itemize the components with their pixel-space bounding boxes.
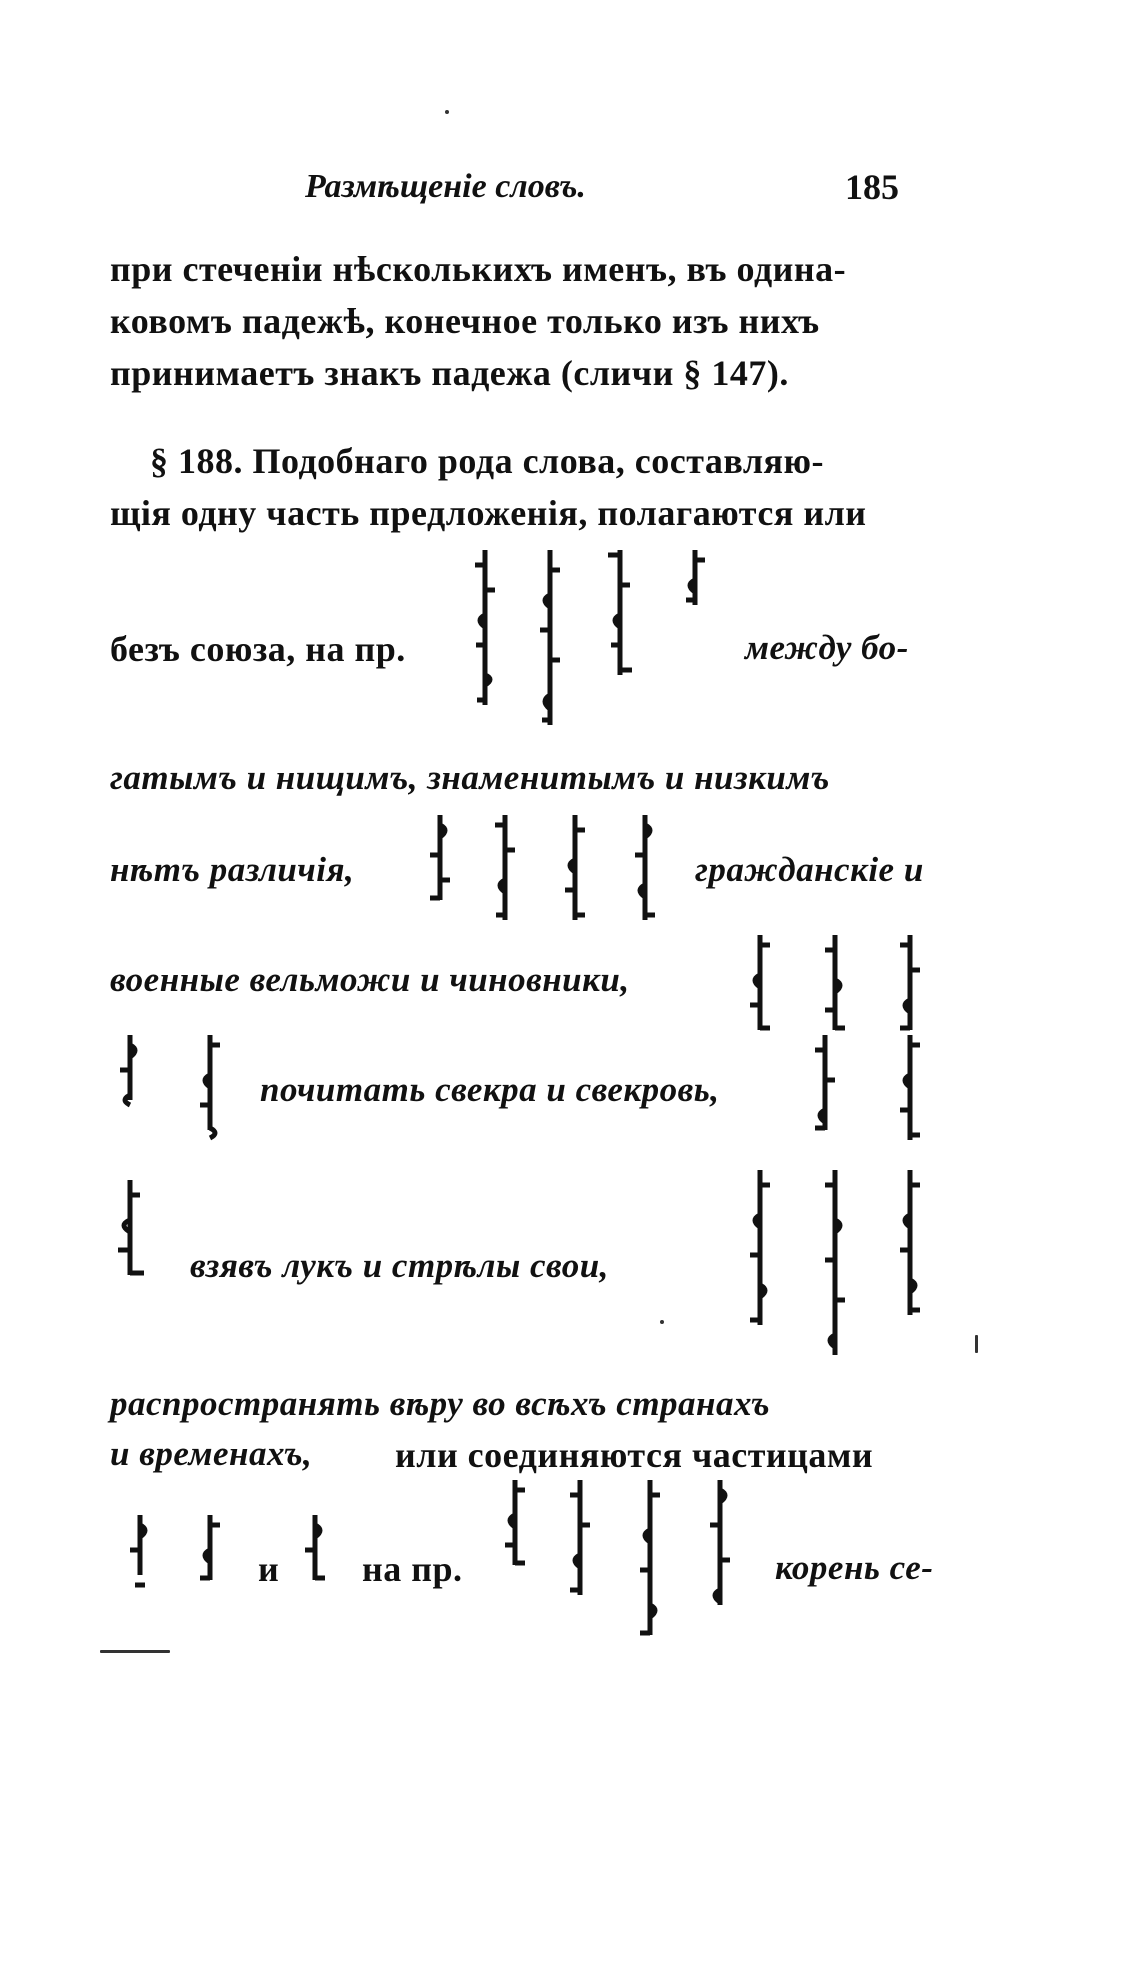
- manchu-script-column: [745, 1165, 775, 1339]
- manchu-script-column: [680, 545, 710, 619]
- manchu-script-column: [565, 1475, 595, 1609]
- page-number: 185: [845, 167, 899, 207]
- text-line-1: при стеченіи нѣсколькихъ именъ, въ одина-: [110, 249, 847, 289]
- manchu-script-column: [820, 1165, 850, 1369]
- manchu-script-column: [470, 545, 500, 719]
- text-line-13b: или соединяются частицами: [395, 1435, 874, 1475]
- manchu-script-column: [425, 810, 455, 914]
- text-line-2: ковомъ падежѣ, конечное только изъ нихъ: [110, 301, 820, 341]
- text-line-7: гатымъ и нищимъ, знаменитымъ и низкимъ: [110, 758, 830, 797]
- scan-speck: [975, 1335, 978, 1353]
- text-line-13a: и временахъ,: [110, 1434, 313, 1473]
- text-line-9: военные вельможи и чиновники,: [110, 960, 630, 999]
- text-line-6b: между бо-: [745, 628, 909, 667]
- scan-speck: [445, 110, 449, 114]
- paragraph-188-line-1: § 188. Подобнаго рода слова, составляю-: [150, 441, 825, 481]
- paragraph-188-line-2: щія одну часть предложенія, полагаются или: [110, 493, 867, 533]
- text-line-11: взявъ лукъ и стрѣлы свои,: [190, 1246, 609, 1285]
- text-line-8b: гражданскіе и: [695, 850, 924, 889]
- text-line-6a: безъ союза, на пр.: [110, 629, 406, 669]
- text-line-14a: и: [258, 1549, 280, 1589]
- manchu-script-column: [535, 545, 565, 739]
- manchu-script-column: [820, 930, 850, 1044]
- running-head-title: Размѣщеніе словъ.: [305, 168, 586, 205]
- manchu-script-column: [125, 1510, 155, 1594]
- manchu-script-column: [110, 1175, 150, 1289]
- text-line-14c: корень се-: [775, 1548, 934, 1587]
- manchu-script-column: [630, 810, 660, 934]
- scan-speck: [660, 1320, 664, 1324]
- manchu-script-column: [490, 810, 520, 934]
- manchu-script-column: [560, 810, 590, 934]
- manchu-script-column: [895, 930, 925, 1044]
- manchu-script-column: [195, 1030, 225, 1144]
- manchu-script-column: [300, 1510, 330, 1594]
- manchu-script-column: [635, 1475, 665, 1649]
- manchu-script-column: [895, 1030, 925, 1154]
- manchu-script-column: [895, 1165, 925, 1329]
- manchu-script-column: [605, 545, 635, 689]
- text-line-12: распространять вѣру во всѣхъ странахъ: [110, 1384, 771, 1423]
- manchu-script-column: [705, 1475, 735, 1619]
- manchu-script-column: [500, 1475, 530, 1579]
- manchu-script-column: [810, 1030, 840, 1144]
- text-line-8a: нѣтъ различія,: [110, 850, 355, 889]
- scan-speck: [100, 1650, 170, 1653]
- manchu-script-column: [195, 1510, 225, 1594]
- text-line-10: почитать свекра и свекровь,: [260, 1070, 720, 1109]
- manchu-script-column: [115, 1030, 145, 1114]
- manchu-script-column: [745, 930, 775, 1044]
- text-line-3: принимаетъ знакъ падежа (сличи § 147).: [110, 353, 789, 393]
- text-line-14b: на пр.: [362, 1549, 463, 1589]
